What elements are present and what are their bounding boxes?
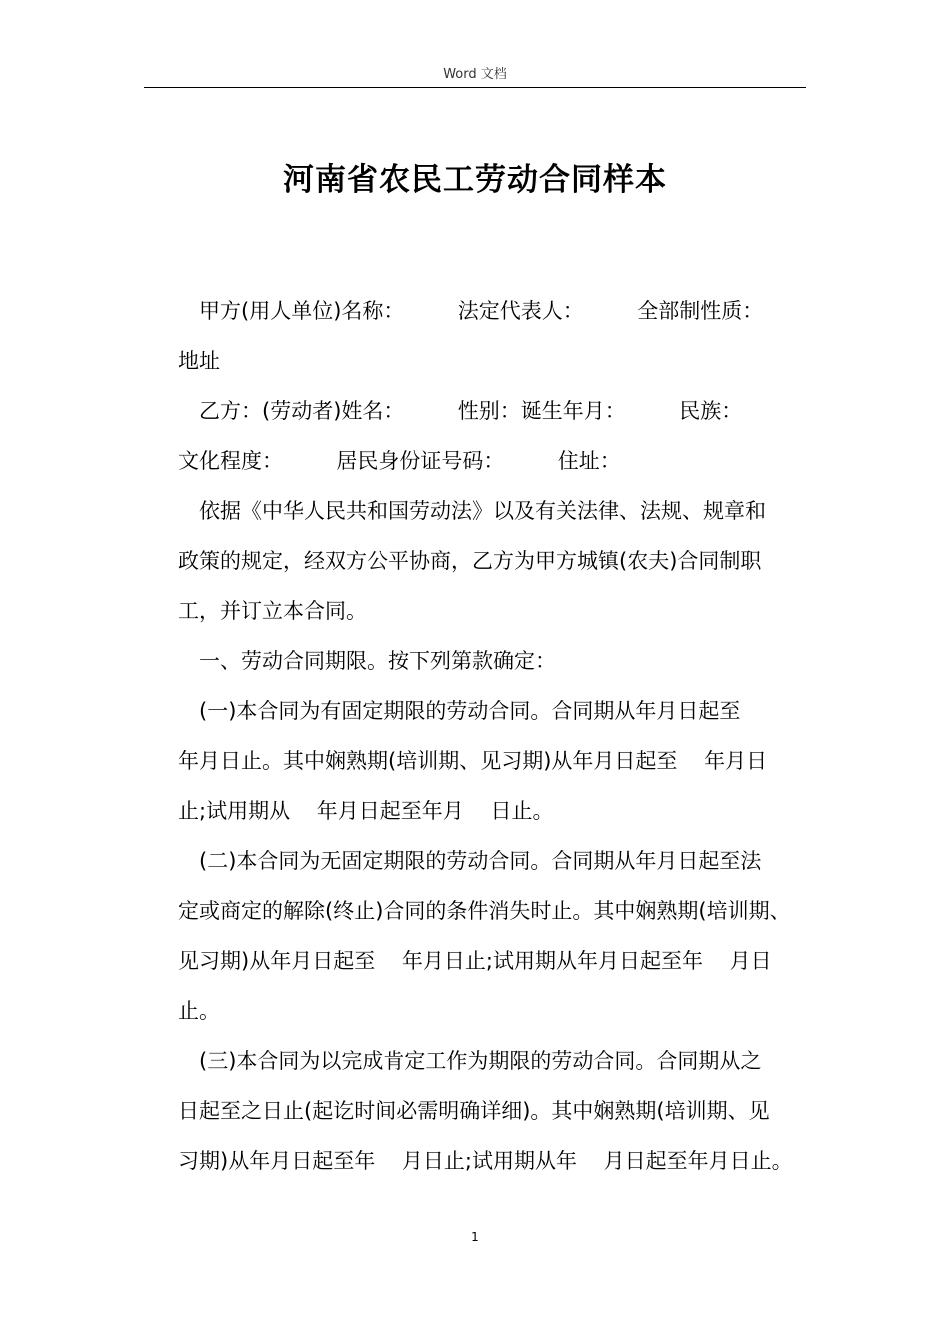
- body-line: 一、劳动合同期限。按下列第款确定：: [199, 649, 556, 673]
- body-line: (二)本合同为无固定期限的劳动合同。合同期从年月日起至法: [199, 849, 762, 873]
- document-title: 河南省农民工劳动合同样本: [283, 162, 667, 198]
- body-line: 年月日止。其中娴熟期(培训期、见习期)从年月日起至 年月日: [178, 749, 768, 773]
- body-line: (一)本合同为有固定期限的劳动合同。合同期从年月日起至: [199, 699, 741, 723]
- body-line: 习期)从年月日起至年 月日止;试用期从年 月日起至年月日止。: [178, 1149, 793, 1173]
- body-line: 止;试用期从 年月日起至年月 日止。: [178, 799, 554, 823]
- page-header: Word 文档: [443, 67, 507, 82]
- body-line: 见习期)从年月日起至 年月日止;试用期从年月日起至年 月日: [178, 949, 772, 973]
- body-line: 政策的规定，经双方公平协商，乙方为甲方城镇(农夫)合同制职: [178, 549, 762, 573]
- body-line: 甲方(用人单位)名称： 法定代表人： 全部制性质：: [199, 299, 764, 323]
- body-line: 日起至之日止(起讫时间必需明确详细)。其中娴熟期(培训期、见: [178, 1099, 770, 1123]
- body-line: 止。: [178, 999, 220, 1023]
- page-number: 1: [471, 1230, 479, 1244]
- body-line: 定或商定的解除(终止)合同的条件消失时止。其中娴熟期(培训期、: [178, 899, 791, 923]
- body-line: 依据《中华人民共和国劳动法》以及有关法律、法规、规章和: [199, 499, 766, 523]
- body-line: 地址: [178, 349, 220, 373]
- body-line: 工，并订立本合同。: [178, 599, 367, 623]
- header-divider: [144, 87, 806, 88]
- body-line: (三)本合同为以完成肯定工作为期限的劳动合同。合同期从之: [199, 1049, 762, 1073]
- document-body: [178, 286, 818, 1186]
- body-line: 乙方：(劳动者)姓名： 性别：诞生年月： 民族：: [199, 399, 743, 423]
- body-line: 文化程度： 居民身份证号码： 住址：: [178, 449, 621, 473]
